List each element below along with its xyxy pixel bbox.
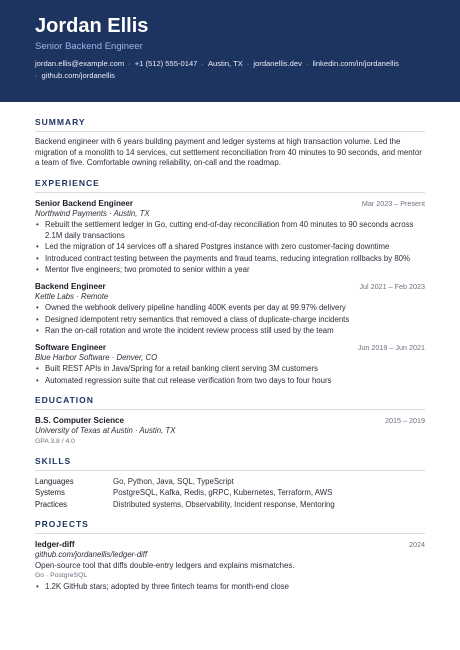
project-description: Open-source tool that diffs double-entry ledgers and explains mismatches. [35,560,295,570]
candidate-name: Jordan Ellis [35,15,149,37]
section-heading: PROJECTS [35,519,89,530]
job-bullets [35,364,425,386]
job-bullet: • Automated regression suite that cut release verification from two days to four hours [35,376,425,387]
section-heading: EDUCATION [35,395,94,406]
contact-github[interactable]: github.com/jordanellis [41,71,115,80]
projects-section [35,519,425,593]
project-url[interactable]: github.com/jordanellis/ledger-diff [35,550,148,560]
resume-header [0,0,460,102]
contact-separator: · [35,71,38,80]
education-gpa: GPA 3.8 / 4.0 [35,437,75,445]
skills-row [35,499,425,511]
job-role: Software Engineer [35,342,107,352]
job-bullet: • Rebuilt the settlement ledger in Go, cutting end-of-day reconciliation from 40 minutes to 90 seconds across 2.1M daily transactions [35,220,425,241]
contact-email[interactable]: jordan.ellis@example.com [35,59,125,68]
contact-separator: · [246,59,250,68]
section-divider [35,533,425,534]
contact-linkedin[interactable]: linkedin.com/in/jordanellis [312,59,399,68]
job-bullet: • Ran the on-call rotation and wrote the incident review process still used by the team [35,326,425,337]
skills-row [35,487,425,499]
project-year: 2024 [409,540,425,550]
contact-location: Austin, TX [207,59,243,68]
skills-row [35,476,425,488]
job-bullets [35,303,425,337]
job-dates: Mar 2023 – Present [361,198,425,208]
job-bullet: • Designed idempotent retry semantics that removed a class of duplicate-charge incidents [35,315,425,326]
job-entry [35,342,425,387]
job-dates: Jun 2019 – Jun 2021 [357,342,425,352]
contact-phone[interactable]: +1 (512) 555-0147 [134,59,198,68]
section-heading: SKILLS [35,455,72,466]
project-bullet: • 1.2K GitHub stars; adopted by three fintech teams for month-end close [35,582,425,593]
section-divider [35,470,425,471]
education-degree: B.S. Computer Science [35,416,125,426]
contact-separator: · [128,59,131,68]
job-org: Kettle Labs · Remote [35,291,109,301]
skills-items: Distributed systems, Observability, Incident response, Mentoring [113,499,335,509]
job-bullet: • Introduced contract testing between the payments and fraud teams, reducing integration rollbacks by 80% [35,254,425,265]
job-bullet: • Built REST APIs in Java/Spring for a retail banking client serving 3M customers [35,364,425,375]
contact-line [35,58,425,82]
contact-separator: · [201,59,204,68]
education-dates: 2015 – 2019 [385,416,425,426]
job-entry [35,198,425,276]
contact-separator: · [305,59,309,68]
skills-category: Practices [35,499,68,509]
project-name: ledger-diff [35,540,75,550]
skills-section [35,456,425,511]
job-bullet: • Mentor five engineers; two promoted to senior within a year [35,265,425,276]
job-org: Northwind Payments · Austin, TX [35,208,150,218]
job-bullet: • Led the migration of 14 services off a shared Postgres instance with zero customer-facing downtime [35,242,425,253]
project-tech: Go · PostgreSQL [35,572,88,580]
section-heading: EXPERIENCE [35,177,100,188]
section-heading: SUMMARY [35,117,86,127]
skills-category: Languages [35,476,74,486]
job-role: Senior Backend Engineer [35,198,134,208]
education-section [35,395,425,447]
job-dates: Jul 2021 – Feb 2023 [359,281,425,291]
resume-body [0,102,460,593]
summary-text: Backend engineer with 6 years building payment and ledger systems at high transaction volume. Led the migration of a monolith to 14 services, cut settlement reconciliation from 40 minutes to 90 seconds, and mentor a team of five. Comfortable owning reliability, on-call and the roadmap. [35,137,422,168]
skills-category: Systems [35,488,65,498]
job-entry [35,281,425,337]
candidate-title: Senior Backend Engineer [35,41,143,52]
skills-items: PostgreSQL, Kafka, Redis, gRPC, Kubernetes, Terraform, AWS [113,488,333,498]
job-org: Blue Harbor Software · Denver, CO [35,352,158,362]
summary-section [35,117,425,169]
section-divider [35,131,425,132]
section-divider [35,192,425,193]
project-bullets [35,582,425,593]
job-bullets [35,220,425,276]
skills-items: Go, Python, Java, SQL, TypeScript [113,476,234,486]
education-school: University of Texas at Austin · Austin, TX [35,426,176,436]
contact-website[interactable]: jordanellis.dev [253,59,302,68]
job-bullet: • Owned the webhook delivery pipeline handling 400K events per day at 99.97% delivery [35,303,425,314]
experience-section [35,178,425,387]
job-role: Backend Engineer [35,281,106,291]
section-divider [35,409,425,410]
